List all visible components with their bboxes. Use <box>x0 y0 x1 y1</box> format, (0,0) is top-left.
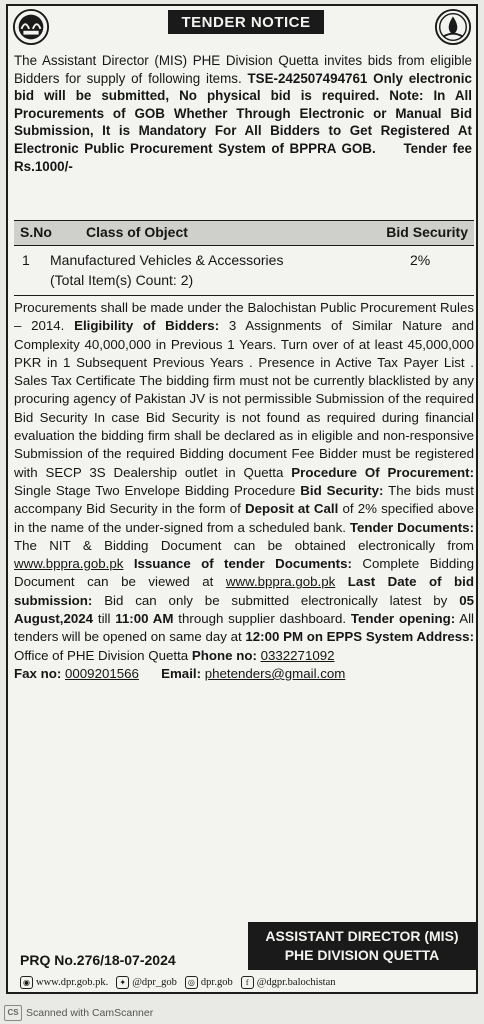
body-text: Procurements shall be made under the Balochistan Public Procurement Rules – 2014. <box>14 300 474 334</box>
body-text: All tenders will be opened on same day at <box>14 611 474 645</box>
tender-notice <box>6 4 478 994</box>
body-text: till <box>97 611 111 627</box>
heading-last-date: Last Date of bid submission: <box>14 574 474 608</box>
footer-facebook[interactable] <box>241 976 336 989</box>
row-bid-security: 2% <box>410 252 431 268</box>
fax-number: 0009201566 <box>64 665 139 681</box>
heading-eligibility: Eligibility of Bidders: <box>74 318 220 334</box>
footer-instagram-label: dpr.gob <box>200 976 233 988</box>
conditions-paragraph <box>14 299 474 683</box>
bppra-link[interactable]: www.bppra.gob.pk <box>225 574 336 590</box>
phone-number[interactable]: 0332271092 <box>260 647 335 663</box>
signature-office: PHE DIVISION QUETTA <box>284 947 440 963</box>
heading-tender-opening: Tender opening: <box>350 611 456 627</box>
facebook-icon: f <box>241 976 254 989</box>
heading-procedure: Procedure Of Procurement: <box>291 464 474 480</box>
prq-number: PRQ No.276/18-07-2024 <box>20 952 176 968</box>
body-text: through supplier dashboard. <box>178 611 347 627</box>
row-object: Manufactured Vehicles & Accessories <box>50 252 284 268</box>
phone-label: Phone no: <box>191 647 257 663</box>
heading-tender-documents: Tender Documents: <box>349 519 474 535</box>
deposit-at-call: Deposit at Call <box>244 501 339 517</box>
heading-issuance: Issuance of tender Documents: <box>133 556 352 572</box>
deadline-time: 11:00 AM <box>115 611 174 627</box>
intro-paragraph <box>14 52 472 175</box>
notice-title: TENDER NOTICE <box>168 10 324 34</box>
twitter-icon: ✦ <box>116 976 129 989</box>
header-bid-security: Bid Security <box>386 224 468 240</box>
opening-time: 12:00 PM on EPPS System Address: <box>245 629 474 645</box>
intro-text: The Assistant Director (MIS) PHE Division Quetta invites bids from eligible Bidders for supply of following items. <box>14 53 472 86</box>
footer-web-label: www.dpr.gob.pk. <box>36 976 109 988</box>
camscanner-icon: CS <box>4 1005 22 1021</box>
header-sno: S.No <box>20 224 52 240</box>
fax-label: Fax no: <box>14 665 62 681</box>
footer-twitter-label: @dpr_gob <box>132 976 177 988</box>
body-text: The NIT & Bidding Document can be obtained electronically from <box>14 537 474 553</box>
instagram-icon: ◎ <box>185 976 198 989</box>
body-text: Bid can only be submitted electronically latest by <box>104 592 448 608</box>
body-text: The bids must accompany Bid Security in the form of <box>14 482 474 517</box>
row-item-count: (Total Item(s) Count: 2) <box>50 272 194 288</box>
office-address: Office of PHE Division Quetta <box>14 647 189 663</box>
tse-number: TSE-242507494761 <box>247 70 368 86</box>
email-link[interactable]: phetenders@gmail.com <box>204 665 346 681</box>
deadline-date: 05 August,2024 <box>14 592 474 627</box>
divider <box>14 295 474 296</box>
globe-icon: ◉ <box>20 976 33 989</box>
footer-instagram[interactable] <box>185 976 233 989</box>
footer-facebook-label: @dgpr.balochistan <box>256 976 336 988</box>
body-text: 3 Assignments of Similar Nature and Complexity 40,000,000 in Previous 1 Years. Turn over of at least 45,000,000 PKR in 1 Subsequent Previous Years . Presence in Active Tax Payer List . Sales Tax Certificate The bidding firm must not be currently blacklisted by any procuring agency of Pakistan JV is not permissible Submission of the required Bid Security In case Bid Security is not found as required during financial evaluation the bidding firm shall be declared as in eligible and non-responsive Submission of the required Bidding document Fee Bidder must be registered with SECP 3S Dealership outlet in Quetta <box>14 318 474 480</box>
footer-web[interactable] <box>20 976 108 989</box>
signature-block <box>248 922 476 970</box>
body-text: Complete Bidding Document can be viewed at <box>14 556 475 590</box>
tender-fee: Tender fee Rs.1000/- <box>14 140 472 174</box>
phe-department-logo <box>434 8 472 46</box>
row-sno: 1 <box>22 252 30 268</box>
email-label: Email: <box>161 665 202 681</box>
scanner-watermark <box>0 1002 484 1024</box>
footer-social <box>14 972 474 992</box>
body-text: of 2% specified above in the name of the under-signed from a scheduled bank. <box>14 501 474 535</box>
body-text: Single Stage Two Envelope Bidding Procedure <box>14 482 296 498</box>
bppra-link[interactable]: www.bppra.gob.pk <box>14 556 124 572</box>
scanner-label: Scanned with CamScanner <box>26 1007 154 1019</box>
heading-bid-security: Bid Security: <box>300 482 384 498</box>
header-class-of-object: Class of Object <box>86 224 188 240</box>
items-table-header <box>14 220 474 246</box>
footer-twitter[interactable] <box>116 976 177 989</box>
signature-title: ASSISTANT DIRECTOR (MIS) <box>265 928 459 944</box>
government-emblem-logo <box>12 8 50 46</box>
intro-note: Only electronic bid will be submitted, No physical bid is required. Note: In All Procurements of GOB Whether Through Electronic or Manual Bid Submission, It is Mandatory For All Bidders to Get Registered At Electronic Public Procurement System of BPPRA GOB. <box>14 70 472 156</box>
table-row <box>14 248 474 294</box>
